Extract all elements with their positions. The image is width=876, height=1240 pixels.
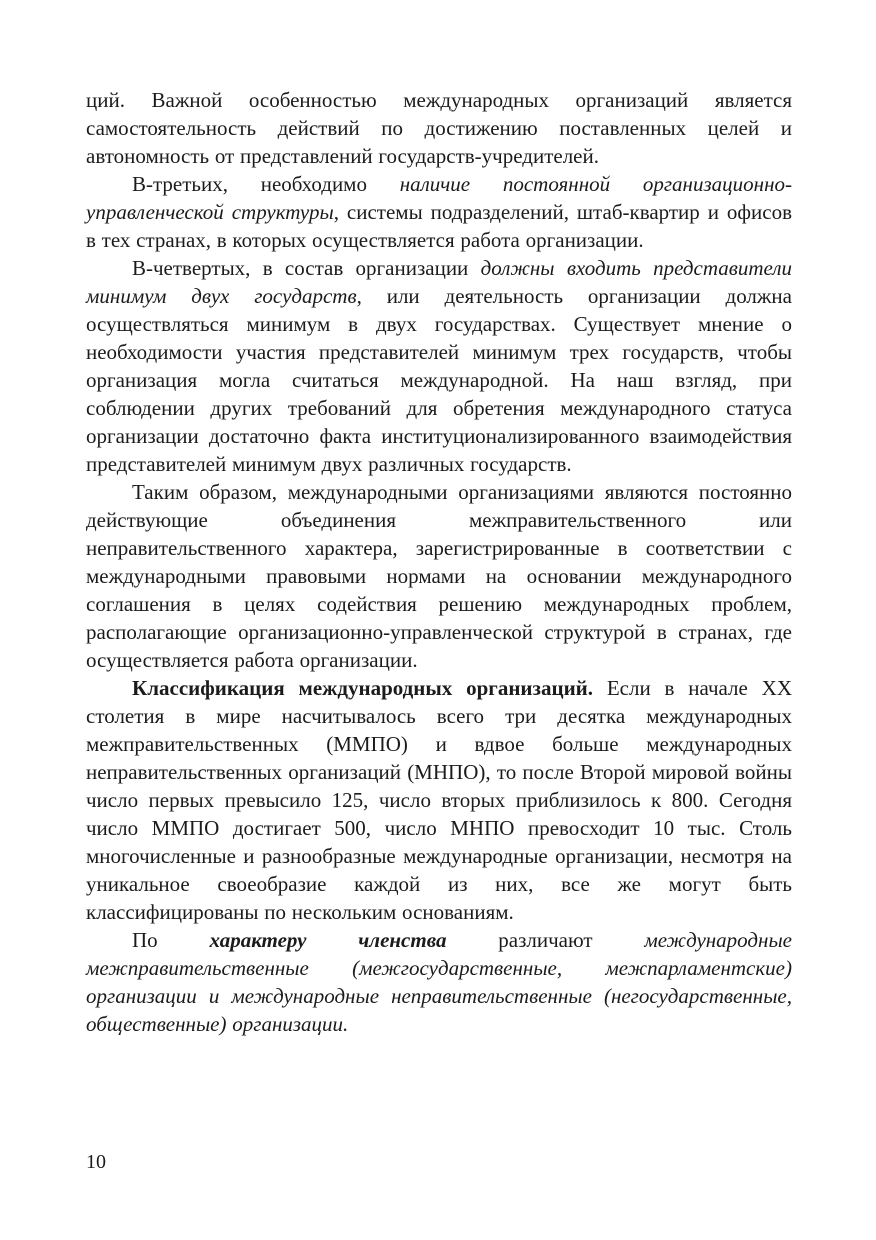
paragraph-definition: [86, 478, 792, 674]
text-run: В-третьих, необходимо: [132, 172, 400, 196]
text-run: В-четвертых, в состав организации: [132, 256, 481, 280]
text-run: , системы подразделений, штаб-квартир и офисов в тех странах, в которых осуществляется работа организации.: [86, 200, 793, 252]
paragraph-fourth-criterion: [86, 254, 792, 478]
text-run-italic: должны входить представители минимум двух государств: [86, 256, 792, 308]
paragraph-continuation: [86, 86, 792, 170]
text-run: ций. Важной особенностью международных организаций является самостоятельность действий по достижению поставленных целей и автономность от представлений государств-учредителей.: [86, 88, 792, 168]
text-run-italic: международные межправительственные (межгосударственные, межпарламентские) организации и международные неправительственные (негосударственные, общественные) организации.: [86, 928, 792, 1036]
page-number: 10: [86, 1151, 106, 1173]
text-run-italic: наличие постоянной организационно-управленческой структуры: [86, 172, 793, 224]
paragraph-classification: [86, 674, 792, 926]
text-run: различают: [446, 928, 645, 952]
paragraph-membership-types: [86, 926, 792, 1038]
paragraph-third-criterion: [86, 170, 792, 254]
text-run-bold: Классификация международных организаций.: [132, 676, 607, 700]
page-text: [86, 86, 792, 1038]
text-run: По: [132, 928, 210, 952]
text-run: , или деятельность организации должна осуществляться минимум в двух государствах. Существует мнение о необходимости участия представителей минимум трех государств, чтобы организация могла считаться международной. На наш взгляд, при соблюдении других требований для обретения международного статуса организации достаточно факта институционализированного взаимодействия представителей минимум двух различных государств.: [86, 284, 792, 476]
text-run: Таким образом, международными организациями являются постоянно действующие объединения межправительственного или неправительственного характера, зарегистрированные в соответствии с международными правовыми нормами на основании международного соглашения в целях содействия решению международных проблем, располагающие организационно-управленческой структурой в странах, где осуществляется работа организации.: [86, 480, 792, 672]
text-run-bold-italic: характеру членства: [209, 928, 447, 952]
text-run: Если в начале XX столетия в мире насчитывалось всего три десятка международных межправительственных (ММПО) и вдвое больше международных неправительственных организаций (МНПО), то после Второй мировой войны число первых превысило 125, число вторых приблизилось к 800. Сегодня число ММПО достигает 500, число МНПО превосходит 10 тыс. Столь многочисленные и разнообразные международные организации, несмотря на уникальное своеобразие каждой из них, все же могут быть классифицированы по нескольким основаниям.: [86, 676, 792, 924]
